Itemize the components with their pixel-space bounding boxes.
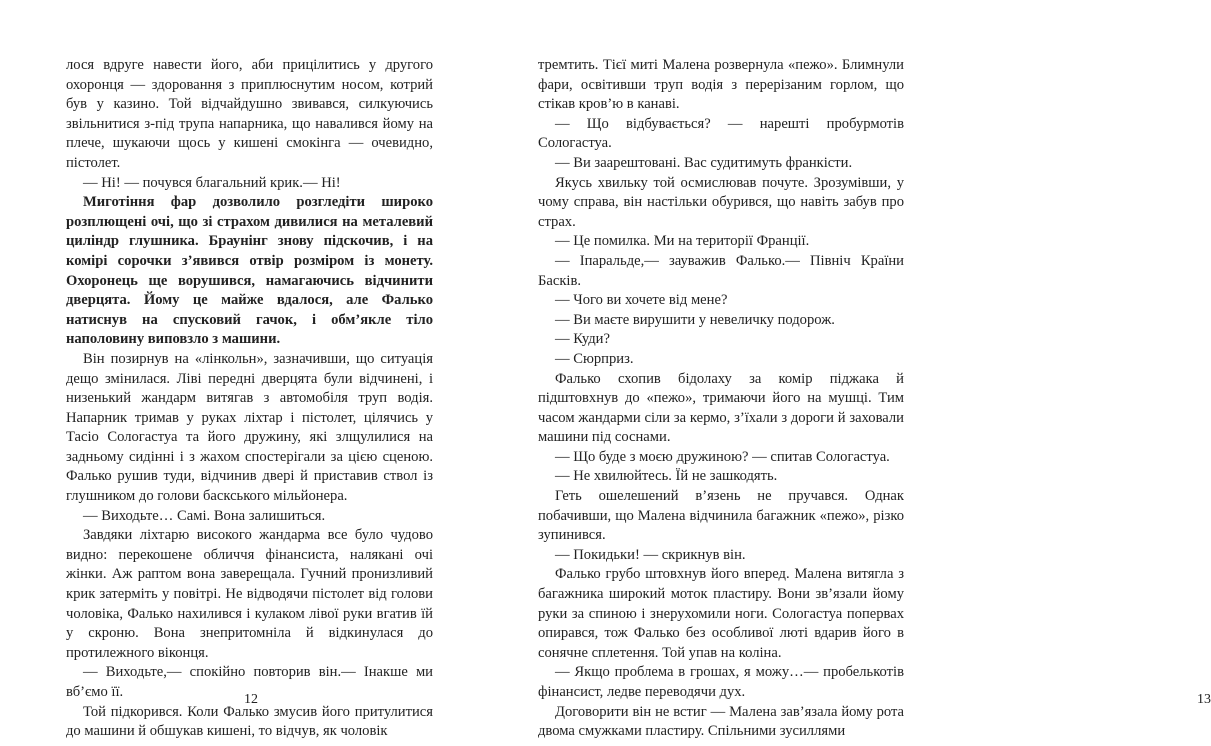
paragraph: Він позирнув на «лінкольн», зазначивши, що ситуація дещо змінилася. Ліві передні дверцята були відчинені, і низенький жандарм витягав з автомобіля труп водія. Напарник тримав у руках ліхтар і пістолет, цілячись у Тасіо Сологастуа та його дружину, які злщулилися на задньому сидінні і з жахом спостерігали за цією сценою. Фалько рушив туди, відчинив двері й приставив ствол із глушником до голови баскського мільйонера. — [66, 350, 433, 505]
paragraph: — Що відбувається? — нарешті пробурмотів Сологастуа. — [538, 115, 904, 152]
left-page-text — [66, 56, 433, 742]
paragraph: Фалько грубо штовхнув його вперед. Малена витягла з багажника широкий моток пластиру. Вони зв’язали йому руки за спиною і знерухомили ноги. Сологастуа попервах опирався, тож Фалько без особливої люті вдарив його в сонячне сплетення. Той упав на коліна. — [538, 566, 904, 661]
paragraph: — Виходьте… Самі. Вона залишиться. — [83, 507, 326, 524]
paragraph: — Ні! — почувся благальний крик.— Ні! — [83, 174, 341, 191]
paragraph: Геть ошелешений в’язень не пручався. Однак побачивши, що Малена відчинила багажник «пежо», різко зупинився. — [538, 488, 904, 544]
paragraph: — Чого ви хочете від мене? — [555, 292, 728, 309]
paragraph: — Якщо проблема в грошах, я можу…— пробелькотів фінансист, ледве переводячи дух. — [538, 664, 904, 700]
paragraph: — Що буде з моєю дружиною? — спитав Сологастуа. — [555, 448, 890, 465]
paragraph: Той підкорився. Коли Фалько змусив його притулитися до машини й обшукав кишені, то відчув, як чоловік — [66, 703, 433, 740]
paragraph: Фалько схопив бідолаху за комір піджака й підштовхнув до «пежо», тримаючи його на мушці. Тим часом жандарми сіли за кермо, з’їхали з дороги й заховали машини під соснами. — [538, 370, 904, 446]
right-page-text — [538, 56, 904, 742]
page-number-left: 12 — [244, 692, 258, 707]
paragraph: Завдяки ліхтарю високого жандарма все було чудово видно: перекошене обличчя фінансиста, налякані очі жінки. Аж раптом вона заверещала. Гучний пронизливий крик затерміть у повітрі. Не відводячи пістолет від голови чоловіка, Фалько нахилився і кулаком лівої руки вгатив їй у скроню. Вона знепритомніла й відкинулася до протилежного віконця. — [66, 527, 433, 661]
paragraph: — Ви заарештовані. Вас судитимуть франкісти. — [555, 154, 853, 171]
paragraph: — Куди? — [555, 331, 610, 348]
paragraph: — Сюрприз. — [555, 350, 634, 367]
paragraph: лося вдруге навести його, аби прицілитись у другого охоронця — здоровання з приплюснутим носом, котрий був у казино. Той відчайдушно звивався, силкуючись звільнитися з-під трупа напарника, що навалився йому на плече, шукаючи щось у кишені смокінга — очевидно, пістолет. — [66, 57, 433, 171]
paragraph: — Це помилка. Ми на території Франції. — [555, 233, 810, 250]
left-page — [0, 0, 485, 746]
paragraph: — Не хвилюйтесь. Їй не зашкодять. — [555, 468, 778, 485]
paragraph: — Іпаральде,— зауважив Фалько.— Північ Країни Басків. — [538, 252, 904, 289]
paragraph: Миготіння фар дозволило розгледіти широко розплющені очі, що зі страхом дивилися на металевий циліндр глушника. Браунінг знову підскочив, і на комірі сорочки з’явився отвір розміром із монету. Охоронець ще ворушився, намагаючись відчинити дверцята. Йому це майже вдалося, але Фалько натиснув на спусковий гачок, і обм’якле тіло наполовину виповзло з машини. — [66, 194, 433, 348]
paragraph: — Покидьки! — скрикнув він. — [555, 546, 746, 563]
paragraph: Договорити він не встиг — Малена зав’язала йому рота двома смужками пластиру. Спільними зусиллями — [538, 703, 904, 740]
paragraph: Якусь хвильку той осмислював почуте. Зрозумівши, у чому справа, він настільки обурився, що навіть забув про страх. — [538, 174, 904, 230]
paragraph: тремтить. Тієї миті Малена розвернула «пежо». Блимнули фари, освітивши труп водія з перерізаним горлом, що стікав кров’ю в канаві. — [538, 57, 904, 113]
paragraph: — Виходьте,— спокійно повторив він.— Інакше ми вб’ємо її. — [66, 664, 433, 700]
paragraph: — Ви маєте вирушити у невеличку подорож. — [555, 311, 835, 328]
page-number-right: 13 — [1197, 692, 1211, 707]
